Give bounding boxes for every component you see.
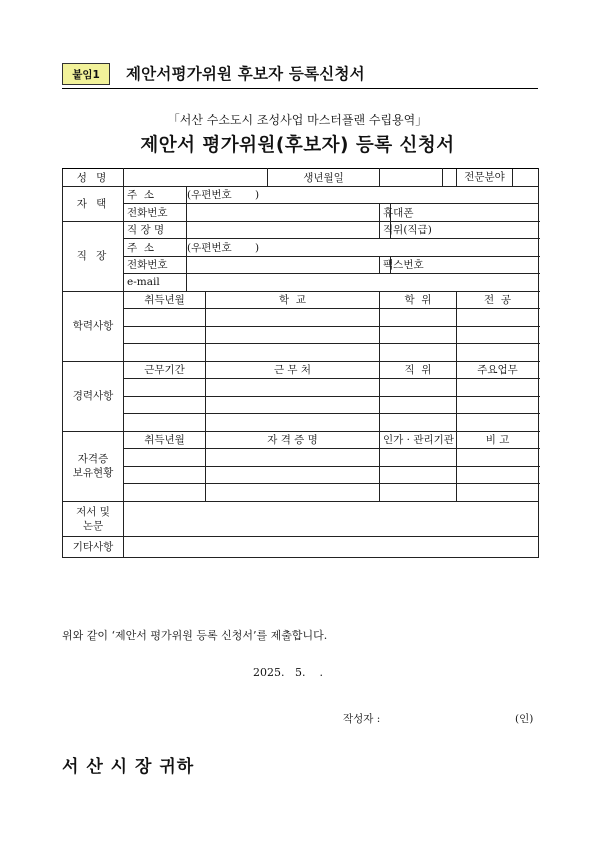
education-cell[interactable] xyxy=(206,344,380,362)
license-cell[interactable] xyxy=(457,466,539,484)
seal-mark: (인) xyxy=(515,713,534,725)
license-header: 비 고 xyxy=(457,431,539,449)
license-header-row xyxy=(63,431,539,449)
license-row xyxy=(63,484,539,502)
license-cell[interactable] xyxy=(457,484,539,502)
education-header: 취득년월 xyxy=(124,291,206,309)
work-name-value[interactable] xyxy=(187,221,380,239)
submission-statement: 위와 같이 ‘제안서 평가위원 등록 신청서’를 제출합니다. xyxy=(62,629,328,642)
license-cell[interactable] xyxy=(206,449,380,467)
work-fax-label: 팩스번호 xyxy=(380,256,391,274)
work-phone-label: 전화번호 xyxy=(124,256,187,274)
education-row xyxy=(63,344,539,362)
license-section-label: 자격증 보유현황 xyxy=(63,431,124,501)
career-cell[interactable] xyxy=(206,414,380,432)
home-section-label: 자 택 xyxy=(63,186,124,221)
education-cell[interactable] xyxy=(457,344,539,362)
work-email-row xyxy=(63,274,539,292)
career-cell[interactable] xyxy=(124,379,206,397)
education-cell[interactable] xyxy=(380,326,457,344)
education-cell[interactable] xyxy=(457,309,539,327)
publications-value[interactable] xyxy=(124,501,539,536)
work-position-label: 직위(직급) xyxy=(380,221,391,239)
addressee: 서 산 시 장 귀하 xyxy=(62,757,195,777)
license-cell[interactable] xyxy=(124,484,206,502)
career-cell[interactable] xyxy=(380,379,457,397)
work-name-row xyxy=(63,221,539,239)
education-row xyxy=(63,309,539,327)
work-email-label: e-mail xyxy=(124,274,187,292)
education-cell[interactable] xyxy=(124,309,206,327)
home-address-row xyxy=(63,186,539,204)
header-divider xyxy=(62,88,538,89)
career-cell[interactable] xyxy=(380,414,457,432)
license-row xyxy=(63,449,539,467)
career-cell[interactable] xyxy=(457,396,539,414)
home-address-value[interactable]: (우편번호 ) xyxy=(187,186,539,204)
name-row xyxy=(63,169,539,187)
license-row xyxy=(63,466,539,484)
career-cell[interactable] xyxy=(206,396,380,414)
home-phone-label: 전화번호 xyxy=(124,204,187,222)
home-phone-value[interactable] xyxy=(187,204,380,222)
field-label: 전문분야 xyxy=(457,169,513,186)
name-label: 성 명 xyxy=(63,169,124,187)
field-cell xyxy=(457,169,539,187)
application-form-table xyxy=(62,168,539,558)
license-cell[interactable] xyxy=(124,449,206,467)
education-cell[interactable] xyxy=(380,309,457,327)
header-title: 제안서평가위원 후보자 등록신청서 xyxy=(126,65,365,83)
license-cell[interactable] xyxy=(206,484,380,502)
work-email-value[interactable] xyxy=(187,274,539,292)
work-phone-row xyxy=(63,256,539,274)
education-cell[interactable] xyxy=(124,326,206,344)
career-cell[interactable] xyxy=(124,414,206,432)
career-cell[interactable] xyxy=(206,379,380,397)
career-row xyxy=(63,379,539,397)
career-cell[interactable] xyxy=(457,414,539,432)
others-value[interactable] xyxy=(124,536,539,557)
license-header: 취득년월 xyxy=(124,431,206,449)
career-header-row xyxy=(63,361,539,379)
career-header: 직 위 xyxy=(380,361,457,379)
field-label-spacer xyxy=(443,169,457,187)
education-cell[interactable] xyxy=(380,344,457,362)
career-cell[interactable] xyxy=(457,379,539,397)
education-cell[interactable] xyxy=(206,326,380,344)
education-section-label: 학력사항 xyxy=(63,291,124,361)
work-address-value[interactable]: (우편번호 ) xyxy=(187,239,539,257)
field-value[interactable] xyxy=(513,169,538,186)
project-subtitle: 「서산 수소도시 조성사업 마스터플랜 수립용역」 xyxy=(167,113,428,127)
license-cell[interactable] xyxy=(124,466,206,484)
work-address-label: 주 소 xyxy=(124,239,187,257)
work-name-label: 직 장 명 xyxy=(124,221,187,239)
publications-row xyxy=(63,501,539,536)
career-header: 주요업무 xyxy=(457,361,539,379)
license-header: 자 격 증 명 xyxy=(206,431,380,449)
education-cell[interactable] xyxy=(457,326,539,344)
others-row xyxy=(63,536,539,557)
license-cell[interactable] xyxy=(380,449,457,467)
home-mobile-label: 휴대폰 xyxy=(380,204,391,222)
attachment-badge: 붙임1 xyxy=(62,63,110,85)
career-cell[interactable] xyxy=(124,396,206,414)
education-header: 학 위 xyxy=(380,291,457,309)
license-cell[interactable] xyxy=(380,466,457,484)
career-header: 근무기간 xyxy=(124,361,206,379)
home-phone-row xyxy=(63,204,539,222)
education-cell[interactable] xyxy=(124,344,206,362)
submission-date: 2025. 5. . xyxy=(253,666,323,679)
career-header: 근 무 처 xyxy=(206,361,380,379)
license-cell[interactable] xyxy=(457,449,539,467)
others-label: 기타사항 xyxy=(63,536,124,557)
career-row xyxy=(63,414,539,432)
education-header-row xyxy=(63,291,539,309)
birth-value[interactable] xyxy=(380,169,443,187)
education-header: 전 공 xyxy=(457,291,539,309)
career-cell[interactable] xyxy=(380,396,457,414)
education-cell[interactable] xyxy=(206,309,380,327)
home-address-label: 주 소 xyxy=(124,186,187,204)
name-value[interactable] xyxy=(124,169,268,187)
license-cell[interactable] xyxy=(206,466,380,484)
education-header: 학 교 xyxy=(206,291,380,309)
work-phone-value[interactable] xyxy=(187,256,380,274)
career-row xyxy=(63,396,539,414)
work-section-label: 직 장 xyxy=(63,221,124,291)
form-title: 제안서 평가위원(후보자) 등록 신청서 xyxy=(140,135,455,156)
author-label: 작성자 : xyxy=(343,713,381,725)
work-address-row xyxy=(63,239,539,257)
career-section-label: 경력사항 xyxy=(63,361,124,431)
birth-label: 생년월일 xyxy=(268,169,380,187)
license-header: 인가 · 관리기관 xyxy=(380,431,457,449)
publications-label: 저서 및 논문 xyxy=(63,501,124,536)
education-row xyxy=(63,326,539,344)
license-cell[interactable] xyxy=(380,484,457,502)
